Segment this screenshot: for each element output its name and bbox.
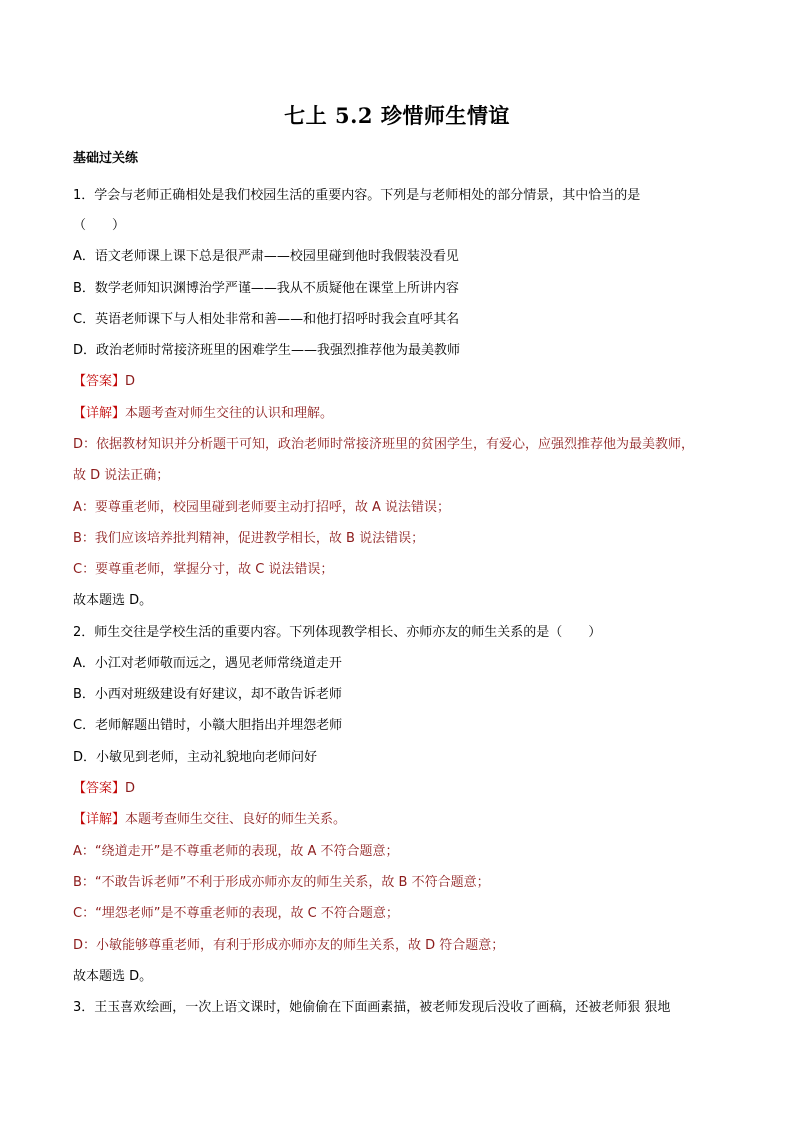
q2-explanation-b: B：“不敢告诉老师”不利于形成亦师亦友的师生关系，故 B 不符合题意； [73, 875, 490, 890]
q2-explanation-a: A：“绕道走开”是不尊重老师的表现，故 A 不符合题意； [73, 844, 399, 859]
q2-answer-tag: 【答案】 [73, 781, 126, 796]
q1-answer [73, 373, 733, 391]
q1-option-d: D．政治老师时常接济班里的困难学生——我强烈推荐他为最美教师 [73, 343, 461, 358]
q2-option-b: B．小西对班级建设有好建议，却不敢告诉老师 [73, 687, 342, 702]
q2-answer-value: D [125, 781, 136, 796]
q1-explanation-d-cont: 故 D 说法正确； [73, 468, 170, 483]
q2-detail [73, 811, 733, 829]
q1-explanation-a: A：要尊重老师，校园里碰到老师要主动打招呼，故 A 说法错误； [73, 500, 451, 515]
q2-detail-text: 本题考查师生交往、良好的师生关系。 [125, 812, 347, 827]
q1-option-a: A．语文老师课上课下总是很严肃——校园里碰到他时我假装没看见 [73, 249, 459, 264]
q1-detail-tag: 【详解】 [73, 406, 126, 421]
q1-option-b: B．数学老师知识渊博治学严谨——我从不质疑他在课堂上所讲内容 [73, 281, 459, 296]
q2-conclusion: 故本题选 D。 [73, 969, 153, 984]
q1-stem: 1．学会与老师正确相处是我们校园生活的重要内容。下列是与老师相处的部分情景，其中恰当的是 [73, 188, 641, 203]
q1-option-c: C．英语老师课下与人相处非常和善——和他打招呼时我会直呼其名 [73, 312, 460, 327]
q2-detail-tag: 【详解】 [73, 812, 126, 827]
page-title: 七上 5.2 珍惜师生情谊 [284, 103, 510, 128]
q1-explanation-c: C：要尊重老师，掌握分寸，故 C 说法错误； [73, 562, 334, 577]
q1-detail-text: 本题考查对师生交往的认识和理解。 [125, 406, 334, 421]
q1-detail [73, 405, 733, 423]
q1-conclusion: 故本题选 D。 [73, 593, 153, 608]
q1-answer-tag: 【答案】 [73, 374, 126, 389]
q1-stem-bracket: （ ） [73, 218, 126, 233]
q2-option-a: A．小江对老师敬而远之，遇见老师常绕道走开 [73, 656, 342, 671]
q2-option-c: C．老师解题出错时，小赣大胆指出并埋怨老师 [73, 718, 343, 733]
q2-explanation-d: D：小敏能够尊重老师，有利于形成亦师亦友的师生关系，故 D 符合题意； [73, 938, 505, 953]
q2-explanation-c: C：“埋怨老师”是不尊重老师的表现，故 C 不符合题意； [73, 906, 399, 921]
q2-answer [73, 780, 733, 798]
q1-answer-value: D [125, 374, 136, 389]
section-heading: 基础过关练 [73, 151, 139, 166]
q1-explanation-b: B：我们应该培养批判精神，促进教学相长，故 B 说法错误； [73, 531, 425, 546]
q3-stem: 3．王玉喜欢绘画，一次上语文课时，她偷偷在下面画素描，被老师发现后没收了画稿，还被老师狠 狠地 [73, 1000, 671, 1015]
q2-option-d: D．小敏见到老师，主动礼貌地向老师问好 [73, 750, 318, 765]
q2-stem: 2．师生交往是学校生活的重要内容。下列体现教学相长、亦师亦友的师生关系的是（ ） [73, 625, 602, 640]
q1-explanation-d: D：依据教材知识并分析题干可知，政治老师时常接济班里的贫困学生，有爱心，应强烈推荐他为最美教师， [73, 437, 695, 452]
